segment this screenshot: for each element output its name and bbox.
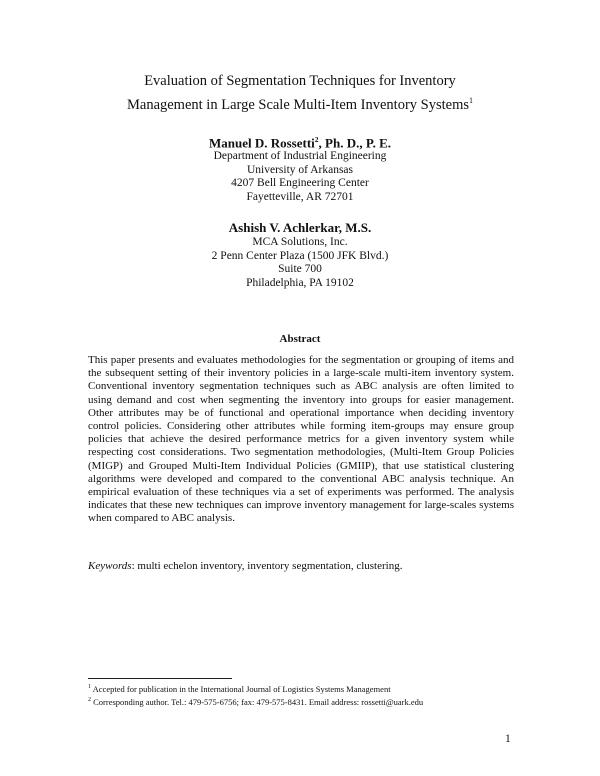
keywords-label: Keywords <box>88 560 132 572</box>
author-1-name: Manuel D. Rossetti$^2$, Ph. D., P. E. <box>208 135 392 151</box>
author-2-affiliation: MCA Solutions, Inc. 2 Penn Center Plaza (1500 JFK Blvd.) Suite 700 Philadelphia, PA 19102 <box>211 236 389 289</box>
footnotes <box>88 682 518 708</box>
footnote-1: $^1$ Accepted for publication in the International Journal of Logistics Systems Management <box>88 683 391 694</box>
abstract-text: This paper presents and evaluates methodologies for the segmentation or grouping of items and the subsequent setting of their inventory policies in a large-scale multi-item inventory system. Conventional inventory segmentation techniques such as ABC analysis are often limited to using demand and cost when segmenting the inventory into groups for easier management. Other attributes may be of functional and operational importance when deciding inventory control policies. Considering other attributes while forming item-groups may ensure group policies that achieve the desired performance metrics for a given inventory system while respecting cost considerations. Two segmentation methodologies, (Multi-Item Group Policies (MIGP) and Grouped Multi-Item Individual Policies (GMIIP), that use statistical clustering algorithms were developed and compared to the conventional ABC analysis technique. An empirical evaluation of these techniques via a set of experiments was performed. The analysis indicates that these new techniques can improve inventory management for large-scales systems when compared to ABC analysis. <box>88 354 514 525</box>
paper-title <box>0 72 600 115</box>
title-line-2: Management in Large Scale Multi-Item Inventory Systems$^1$ <box>126 96 473 113</box>
title-footnote-mark: 1 <box>469 96 473 105</box>
keywords <box>88 560 514 573</box>
author-1-footnote-mark: 2 <box>314 135 319 144</box>
keywords-text: : multi echelon inventory, inventory segmentation, clustering. <box>131 560 403 572</box>
footnote-divider <box>88 678 232 679</box>
page-number: 1 <box>505 733 511 745</box>
author-1-affiliation: Department of Industrial Engineering University of Arkansas 4207 Bell Engineering Center Fayetteville, AR 72701 <box>213 150 387 203</box>
author-2-name: Ashish V. Achlerkar, M.S. <box>228 220 372 235</box>
footnote-2: $^2$ Corresponding author. Tel.: 479-575-6756; fax: 479-575-8431. Email address: rossetti@uark.edu <box>88 696 424 707</box>
abstract-heading: Abstract <box>279 333 321 345</box>
title-line-1: Evaluation of Segmentation Techniques for Inventory <box>144 73 456 89</box>
